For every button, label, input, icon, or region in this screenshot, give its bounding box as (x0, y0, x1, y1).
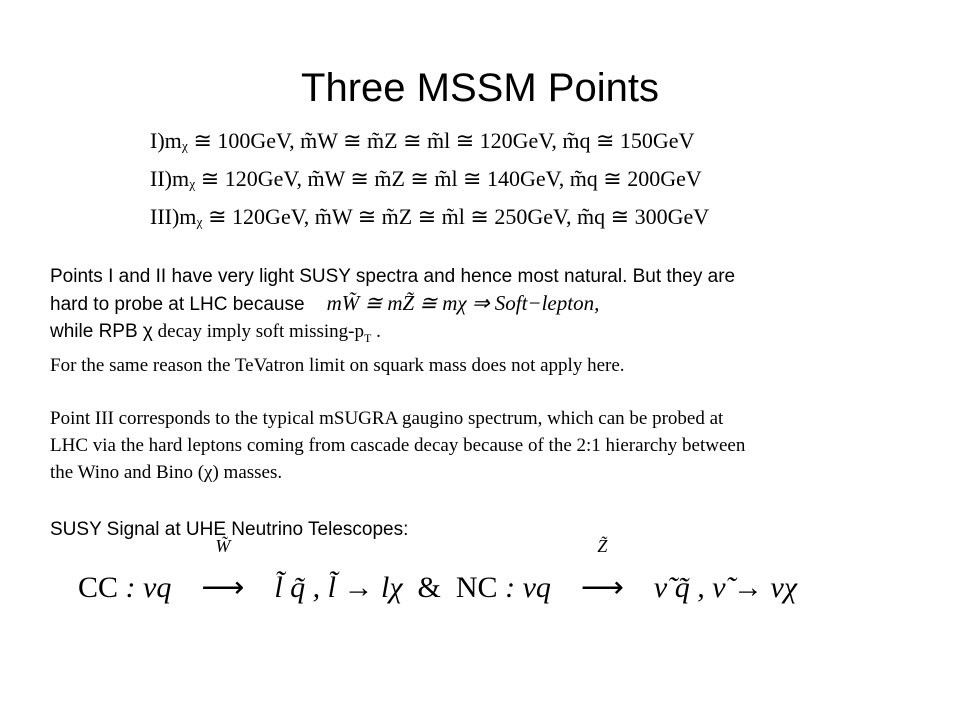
slide-title: Three MSSM Points (301, 66, 659, 110)
nc-rhs: ν̃ q̃ , ν̃ → νχ (653, 571, 798, 604)
nc-arrow-label: Z̃ (597, 536, 608, 556)
cc-arrow (179, 536, 267, 618)
paragraph-text (152, 321, 381, 345)
paragraph-light-spectra (50, 263, 940, 379)
cc-rhs: l̃ q̃ , l̃ → lχ (274, 571, 403, 604)
paragraph-msugra (50, 405, 940, 486)
soft-lepton-equation: mW̃ ≅ mZ̃ ≅ mχ ⇒ Soft−lepton, (326, 291, 600, 315)
paragraph-line (50, 318, 940, 352)
long-arrow-icon: ⟶ (580, 571, 624, 604)
nc-arrow (558, 536, 646, 618)
paragraph-text: hard to probe at LHC because (50, 294, 305, 315)
cc-arrow-label: W̃ (215, 536, 231, 556)
paragraph-line (50, 290, 940, 318)
equation-point-3: III)mᵪ ≅ 120GeV, m̃W ≅ m̃Z ≅ m̃l ≅ 250GeV, m̃q ≅ 300GeV (150, 204, 710, 229)
section-heading: SUSY Signal at UHE Neutrino Telescopes: (50, 519, 409, 540)
subscript: T (364, 330, 372, 345)
cc-label: CC (78, 571, 119, 604)
equation-point-1: I)mᵪ ≅ 100GeV, m̃W ≅ m̃Z ≅ m̃l ≅ 120GeV, m̃q ≅ 150GeV (150, 128, 695, 153)
paragraph-text: while RPB χ (50, 321, 153, 342)
paragraph-line: Points I and II have very light SUSY spectra and hence most natural. But they are (50, 266, 736, 287)
cc-lhs: : νq (125, 571, 172, 604)
nc-label: NC (455, 571, 498, 604)
long-arrow-icon: ⟶ (201, 571, 245, 604)
ampersand: & (417, 571, 441, 604)
paragraph-line: Point III corresponds to the typical mSUGRA gaugino spectrum, which can be probed at (50, 408, 724, 429)
equation-point-2: II)mᵪ ≅ 120GeV, m̃W ≅ m̃Z ≅ m̃l ≅ 140GeV, m̃q ≅ 200GeV (150, 166, 702, 191)
nc-lhs: : νq (505, 571, 551, 604)
paragraph-text: . (371, 321, 381, 342)
paragraph-text: decay imply soft missing-p (152, 321, 364, 342)
paragraph-line: LHC via the hard leptons coming from cascade decay because of the 2:1 hierarchy between (50, 435, 746, 456)
paragraph-line: the Wino and Bino (χ) masses. (50, 462, 283, 483)
neutrino-signal-equation (78, 536, 798, 618)
paragraph-line: For the same reason the TeVatron limit on squark mass does not apply here. (50, 354, 625, 376)
